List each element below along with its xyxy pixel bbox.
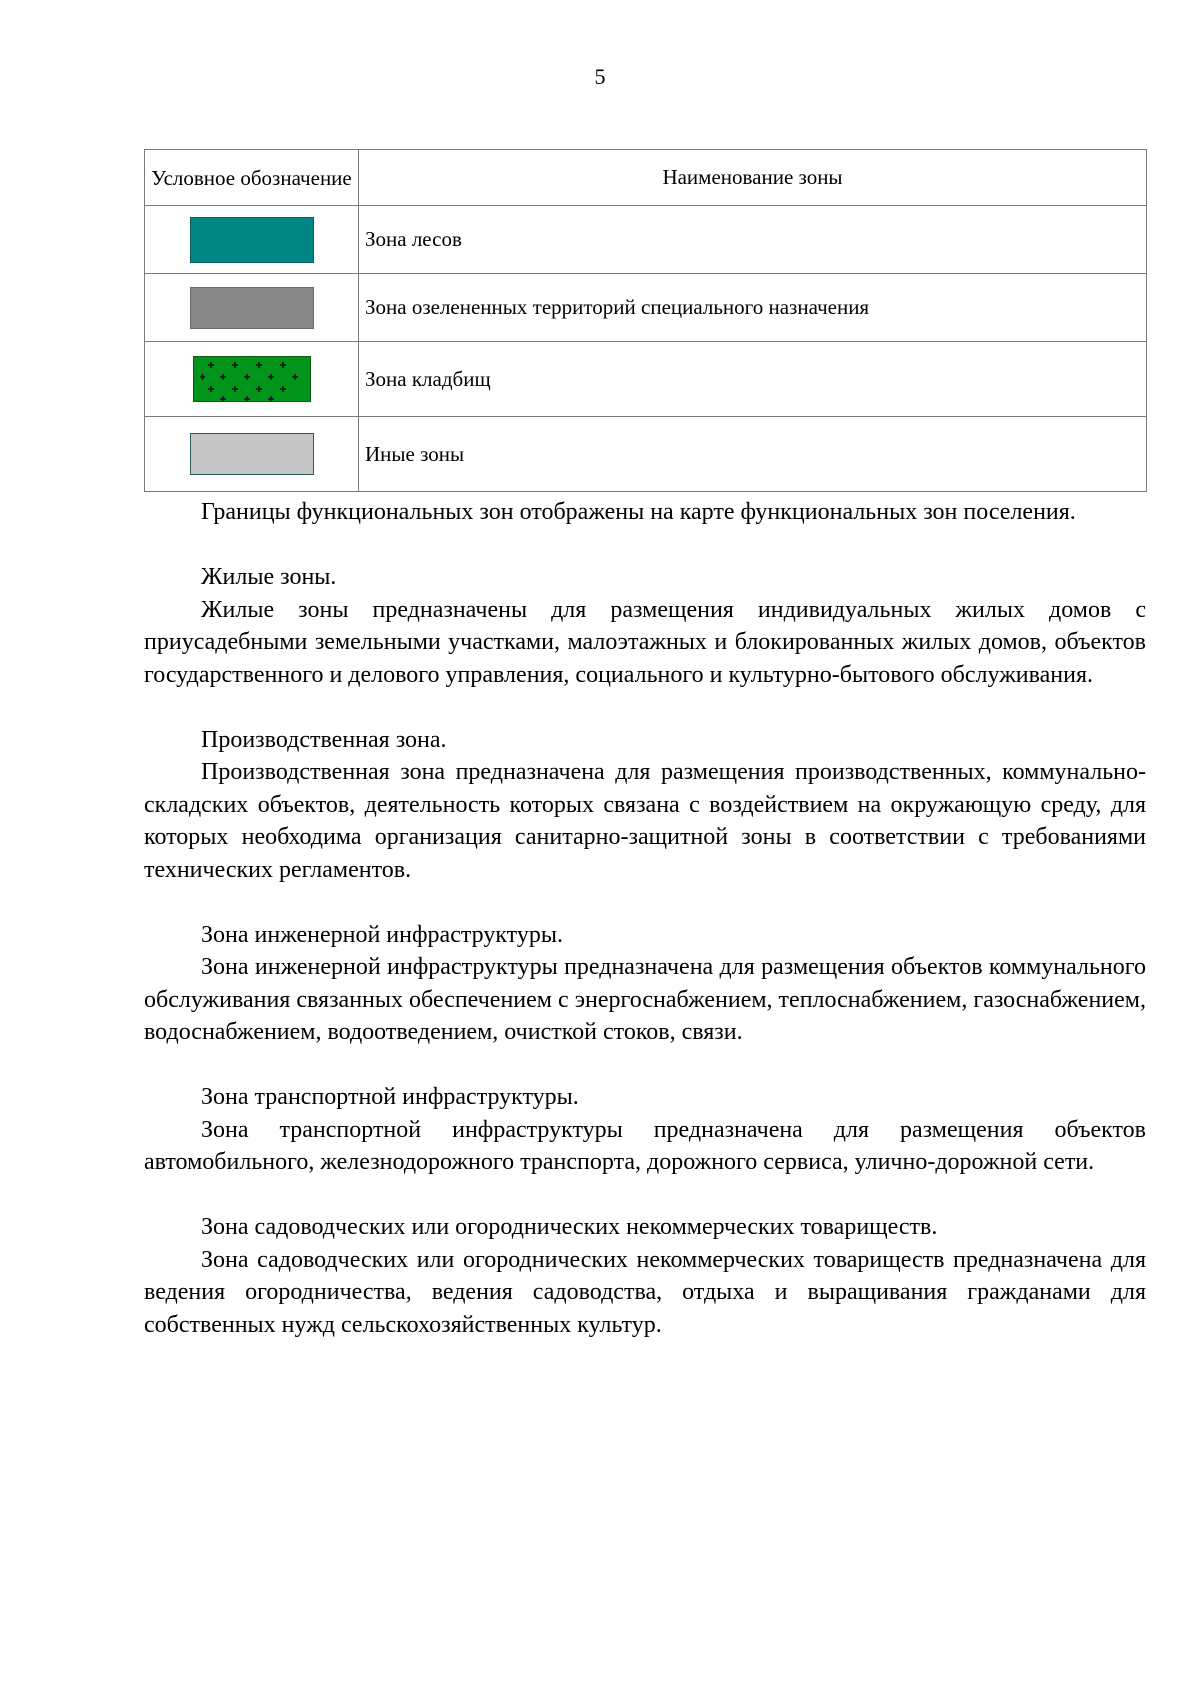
legend-zone-name: Иные зоны [359,417,1147,492]
legend-symbol-cell [145,206,359,274]
special-green-zone-swatch-icon [190,287,314,329]
page-number: 5 [594,64,606,89]
residential-paragraph: Жилые зоны предназначены для размещения индивидуальных жилых домов с приусадебными земельными участками, малоэтажных и блокированных жилых домов, объектов государственного и делового управления, социального и культурно-бытового обслуживания. [144,596,1146,688]
body-text [144,496,1146,1341]
engineering-paragraph: Зона инженерной инфраструктуры предназначена для размещения объектов коммунального обслуживания связанных обеспечением с энергоснабжением, теплоснабжением, газоснабжением, водоснабжением, водоотведением, очисткой стоков, связи. [144,954,1146,1045]
engineering-heading: Зона инженерной инфраструктуры. [201,921,563,948]
legend-row-forest [145,206,1147,274]
legend-header-name: Наименование зоны [359,150,1147,206]
residential-heading: Жилые зоны. [201,564,337,590]
legend-header-row [145,150,1147,206]
transport-heading: Зона транспортной инфраструктуры. [201,1084,579,1110]
legend-zone-name: Зона озелененных территорий специального назначения [359,274,1147,342]
legend-symbol-cell [145,274,359,342]
garden-heading: Зона садоводческих или огороднических некоммерческих товариществ. [201,1214,938,1240]
legend-row-special-green [145,274,1147,342]
zone-legend-table [144,149,1147,492]
garden-paragraph: Зона садоводческих или огороднических некоммерческих товариществ предназначена для ведения огородничества, ведения садоводства, отдыха и выращивания гражданами для собственных нужд сельскохозяйственных культур. [144,1246,1146,1338]
transport-paragraph: Зона транспортной инфраструктуры предназначена для размещения объектов автомобильного, железнодорожного транспорта, дорожного сервиса, улично-дорожной сети. [144,1116,1146,1175]
legend-row-other [145,417,1147,492]
legend-row-cemetery [145,342,1147,417]
legend-zone-name: Зона лесов [359,206,1147,274]
cross-pattern-icon [194,357,311,402]
other-zone-swatch-icon [190,433,314,475]
legend-header-symbol: Условное обозначение [145,150,359,206]
industrial-heading: Производственная зона. [201,726,447,753]
industrial-paragraph: Производственная зона предназначена для размещения производственных, коммунально-складских объектов, деятельность которых связана с воздействием на окружающую среду, для которых необходима организация санитарно-защитной зоны в соответствии с требованиями технических регламентов. [144,759,1146,883]
legend-symbol-cell [145,417,359,492]
forest-zone-swatch-icon [190,217,314,263]
legend-zone-name: Зона кладбищ [359,342,1147,417]
boundaries-paragraph: Границы функциональных зон отображены на карте функциональных зон поселения. [201,499,1076,525]
cemetery-zone-swatch-icon [193,356,311,402]
legend-symbol-cell [145,342,359,417]
